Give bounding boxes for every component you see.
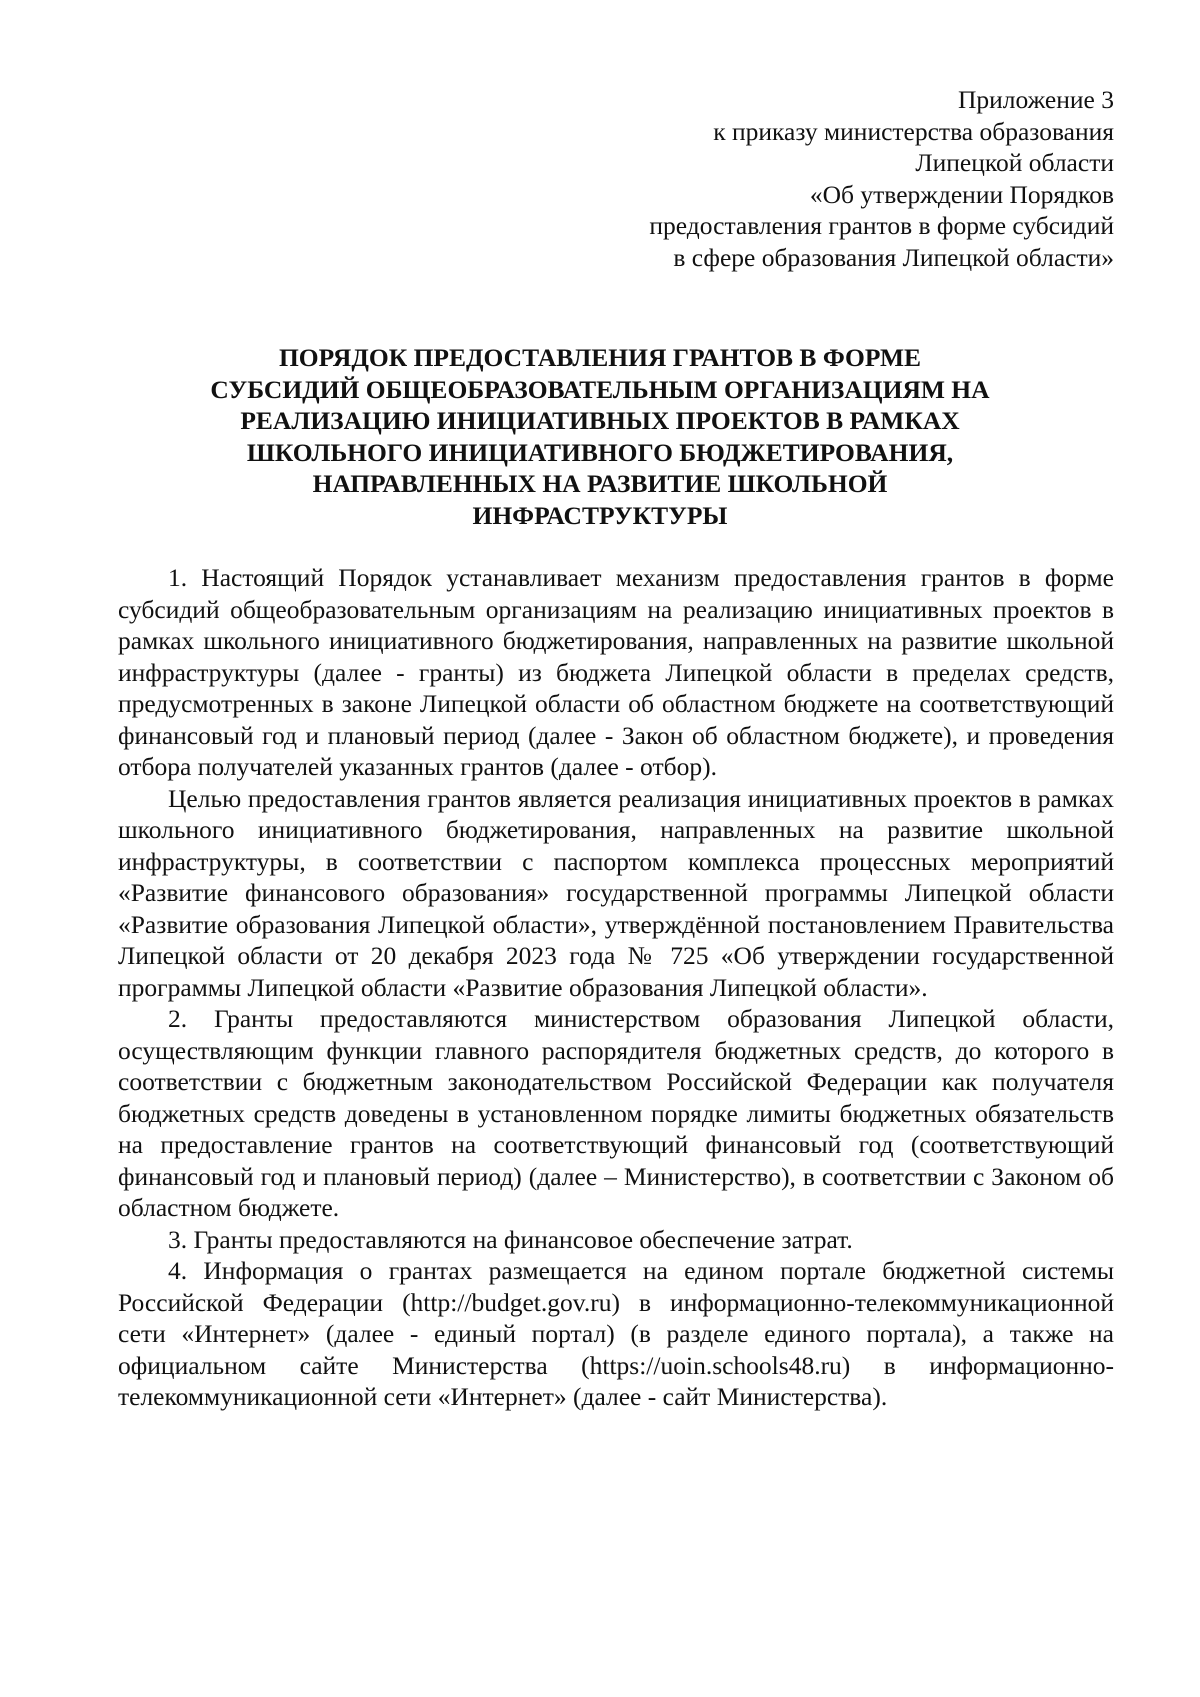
title-line: НАПРАВЛЕННЫХ НА РАЗВИТИЕ ШКОЛЬНОЙ xyxy=(312,469,888,498)
paragraph-2: 2. Гранты предоставляются министерством образования Липецкой области, осуществляющим функции главного распорядителя бюджетных средств, до которого в соответствии с бюджетным законодательством Российской Федерации как получателя бюджетных средств доведены в установленном порядке лимиты бюджетных обязательств на предоставление грантов на соответствующий финансовый год (соответствующий финансовый год и плановый период) (далее – Министерство), в соответствии с Законом об областном бюджете. xyxy=(118,1004,1114,1222)
title-line: ШКОЛЬНОГО ИНИЦИАТИВНОГО БЮДЖЕТИРОВАНИЯ, xyxy=(246,437,954,467)
appendix-line: в сфере образования Липецкой области» xyxy=(673,242,1114,272)
paragraph-4: 4. Информация о грантах размещается на едином портале бюджетной системы Российской Федерации (http://budget.gov.ru) в информационно-телекоммуникационной сети «Интернет» (далее - единый портал) (в разделе единого портала), а также на официальном сайте Министерства (https://uoin.schools48.ru) в информационно-телекоммуникационной сети «Интернет» (далее - сайт Министерства). xyxy=(118,1256,1114,1411)
title-line: СУБСИДИЙ ОБЩЕОБРАЗОВАТЕЛЬНЫМ ОРГАНИЗАЦИЯМ НА xyxy=(210,374,990,404)
appendix-line: предоставления грантов в форме субсидий xyxy=(649,211,1114,240)
title-line: РЕАЛИЗАЦИЮ ИНИЦИАТИВНЫХ ПРОЕКТОВ В РАМКАХ xyxy=(240,406,960,435)
appendix-line: Приложение 3 xyxy=(958,85,1114,114)
document-body xyxy=(118,562,1114,1413)
appendix-line: к приказу министерства образования xyxy=(713,116,1114,146)
appendix-line: Липецкой области xyxy=(915,148,1114,177)
paragraph-1: 1. Настоящий Порядок устанавливает механизм предоставления грантов в форме субсидий общеобразовательным организациям на реализацию инициативных проектов в рамках школьного инициативного бюджетирования, направленных на развитие школьной инфраструктуры (далее - гранты) из бюджета Липецкой области в пределах средств, предусмотренных в законе Липецкой области об областном бюджете на соответствующий финансовый год и плановый период (далее - Закон об областном бюджете), и проведения отбора получателей указанных грантов (далее - отбор). xyxy=(118,563,1114,781)
title-line: ПОРЯДОК ПРЕДОСТАВЛЕНИЯ ГРАНТОВ В ФОРМЕ xyxy=(278,343,922,372)
appendix-line: «Об утверждении Порядков xyxy=(809,179,1114,209)
title-line: ИНФРАСТРУКТУРЫ xyxy=(472,500,728,530)
paragraph-purpose: Целью предоставления грантов является реализация инициативных проектов в рамках школьного инициативного бюджетирования, направленных на развитие школьной инфраструктуры, в соответствии с паспортом комплекса процессных мероприятий «Развитие финансового образования» государственной программы Липецкой области «Развитие образования Липецкой области», утверждённой постановлением Правительства Липецкой области от 20 декабря 2023 года № 725 «Об утверждении государственной программы Липецкой области «Развитие образования Липецкой области». xyxy=(118,783,1114,1002)
paragraph-3: 3. Гранты предоставляются на финансовое обеспечение затрат. xyxy=(168,1224,853,1254)
document-title xyxy=(150,342,1050,531)
appendix-block xyxy=(649,84,1114,273)
